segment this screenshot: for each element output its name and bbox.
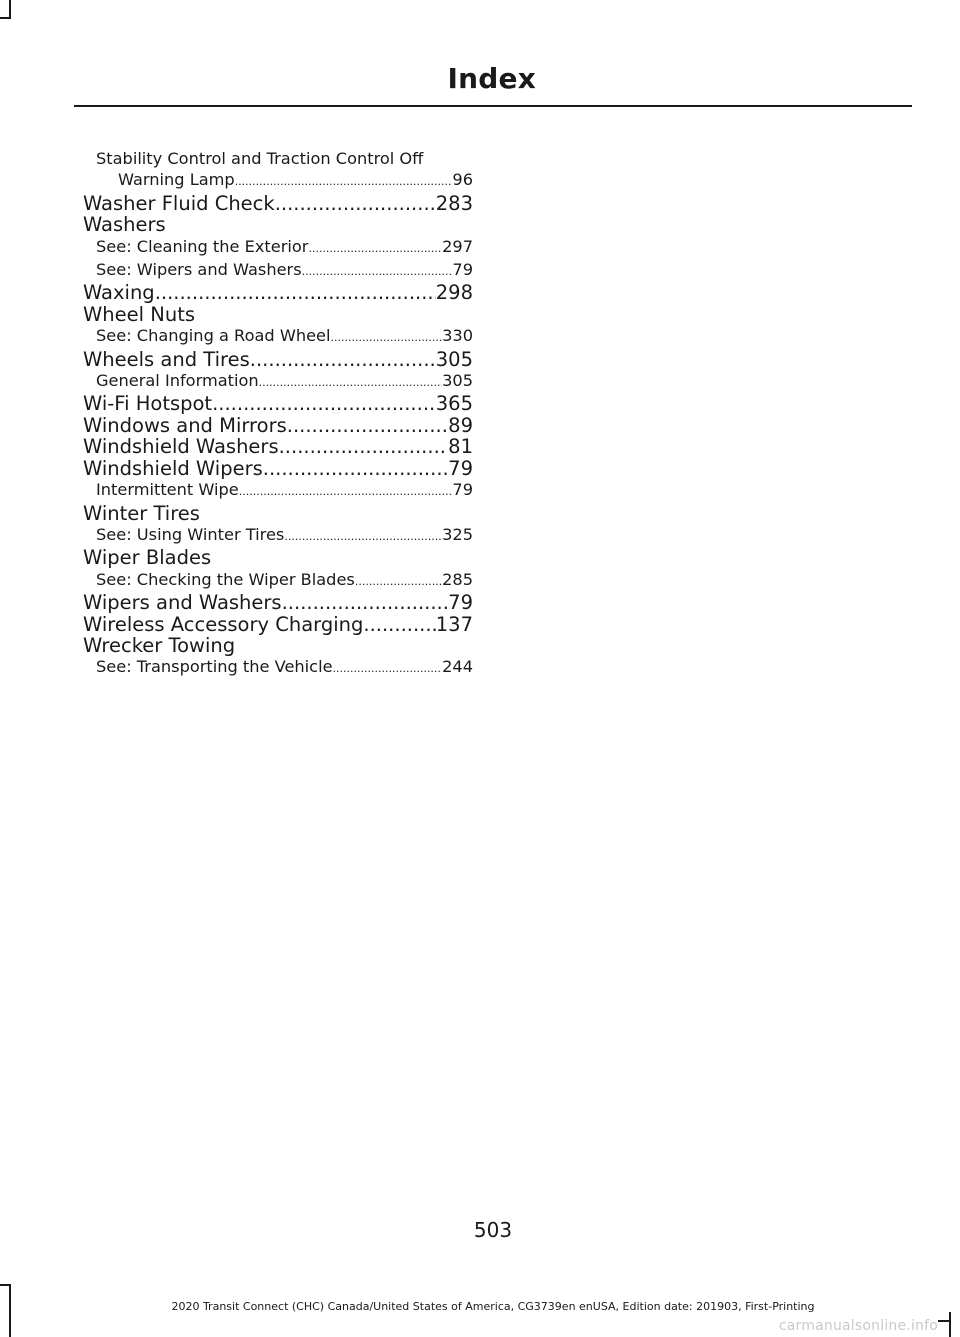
watermark: carmanualsonline.info [778, 1318, 938, 1334]
entry-page-number: 283 [435, 192, 473, 215]
crop-mark-bottom-left-h [0, 1284, 11, 1286]
entry-label: Intermittent Wipe [96, 480, 239, 500]
dot-leader [259, 372, 442, 393]
index-entry [83, 547, 473, 568]
index-subentry [83, 325, 473, 348]
dot-leader [331, 327, 443, 348]
index-subentry [83, 569, 473, 592]
index-entry [83, 635, 473, 656]
dot-leader [282, 592, 449, 613]
entry-label: Windows and Mirrors [83, 414, 287, 437]
entry-page-number: 330 [442, 326, 473, 346]
entry-page-number: 325 [442, 524, 473, 544]
index-entry [83, 349, 473, 370]
header-divider [74, 105, 912, 107]
entry-page-number: 305 [435, 348, 473, 371]
entry-label: Windshield Washers [83, 436, 279, 458]
entry-label: Wireless Accessory Charging [83, 613, 364, 635]
entry-label: See: Using Winter Tires [96, 524, 285, 544]
index-subentry [83, 169, 473, 192]
entry-label: See: Transporting the Vehicle [96, 657, 333, 677]
entry-page-number: 81 [448, 436, 473, 458]
entry-page-number: 79 [452, 260, 473, 280]
index-entry [83, 214, 473, 235]
footer-edition-text: 2020 Transit Connect (CHC) Canada/United States of America, CG3739en enUSA, Edition date: 201903, First-Printing [171, 1300, 815, 1313]
dot-leader [279, 436, 449, 457]
entry-label: Wipers and Washers [83, 592, 282, 614]
index-entry [83, 282, 473, 303]
index-subentry [83, 479, 473, 502]
crop-mark-bottom-right-v [949, 1312, 951, 1337]
index-subentry [83, 148, 473, 169]
index-list [83, 148, 473, 680]
index-entry [83, 415, 473, 436]
index-entry [83, 436, 473, 457]
index-subentry [83, 259, 473, 282]
dot-leader [287, 415, 448, 436]
entry-label: Wi-Fi Hotspot [83, 393, 213, 415]
dot-leader [308, 238, 442, 259]
dot-leader [250, 349, 436, 370]
entry-page-number: 298 [435, 282, 473, 304]
dot-leader [355, 571, 442, 592]
entry-label: Washers [83, 213, 166, 237]
entry-label: Winter Tires [83, 501, 200, 525]
entry-page-number: 244 [442, 657, 473, 677]
dot-leader [333, 658, 443, 679]
entry-label: Wheels and Tires [83, 348, 250, 371]
entry-page-number: 79 [448, 592, 473, 614]
entry-label: General Information [96, 371, 259, 391]
entry-page-number: 305 [442, 371, 473, 391]
index-entry [83, 393, 473, 414]
entry-label: Wheel Nuts [83, 302, 196, 326]
entry-label: Washer Fluid Check [83, 192, 275, 215]
entry-label: Stability Control and Traction Control Off [96, 149, 424, 168]
entry-page-number: 137 [435, 613, 473, 635]
index-subentry [83, 524, 473, 547]
entry-label: Wrecker Towing [83, 633, 236, 657]
index-entry [83, 458, 473, 479]
crop-mark-bottom-right-h [938, 1320, 949, 1322]
entry-page-number: 96 [452, 170, 473, 190]
page-title: Index [447, 62, 536, 95]
dot-leader [302, 261, 453, 282]
entry-page-number: 297 [442, 236, 473, 256]
index-entry [83, 614, 473, 635]
dot-leader [284, 526, 442, 547]
entry-page-number: 285 [442, 569, 473, 589]
index-subentry [83, 236, 473, 259]
index-entry [83, 193, 473, 214]
dot-leader [235, 171, 453, 192]
crop-mark-top-left-v [9, 0, 11, 18]
index-entry [83, 592, 473, 613]
entry-page-number: 89 [448, 414, 473, 437]
entry-label: Windshield Wipers [83, 457, 263, 480]
index-entry [83, 503, 473, 524]
dot-leader [239, 481, 453, 502]
dot-leader [155, 282, 436, 303]
entry-page-number: 79 [452, 480, 473, 500]
dot-leader [212, 393, 436, 414]
index-subentry [83, 656, 473, 679]
dot-leader [275, 193, 436, 214]
entry-label: See: Checking the Wiper Blades [96, 569, 355, 589]
entry-page-number: 79 [448, 457, 473, 480]
entry-label: See: Cleaning the Exterior [96, 236, 309, 256]
entry-label: Warning Lamp [118, 170, 235, 190]
entry-page-number: 365 [435, 393, 473, 415]
dot-leader [363, 614, 435, 635]
entry-label: Waxing [83, 282, 155, 304]
index-entry [83, 304, 473, 325]
page-number: 503 [473, 1218, 513, 1242]
dot-leader [263, 458, 448, 479]
crop-mark-top-left-h [0, 17, 11, 19]
index-subentry [83, 370, 473, 393]
entry-label: Wiper Blades [83, 546, 212, 570]
entry-label: See: Wipers and Washers [96, 260, 302, 280]
entry-label: See: Changing a Road Wheel [96, 326, 331, 346]
